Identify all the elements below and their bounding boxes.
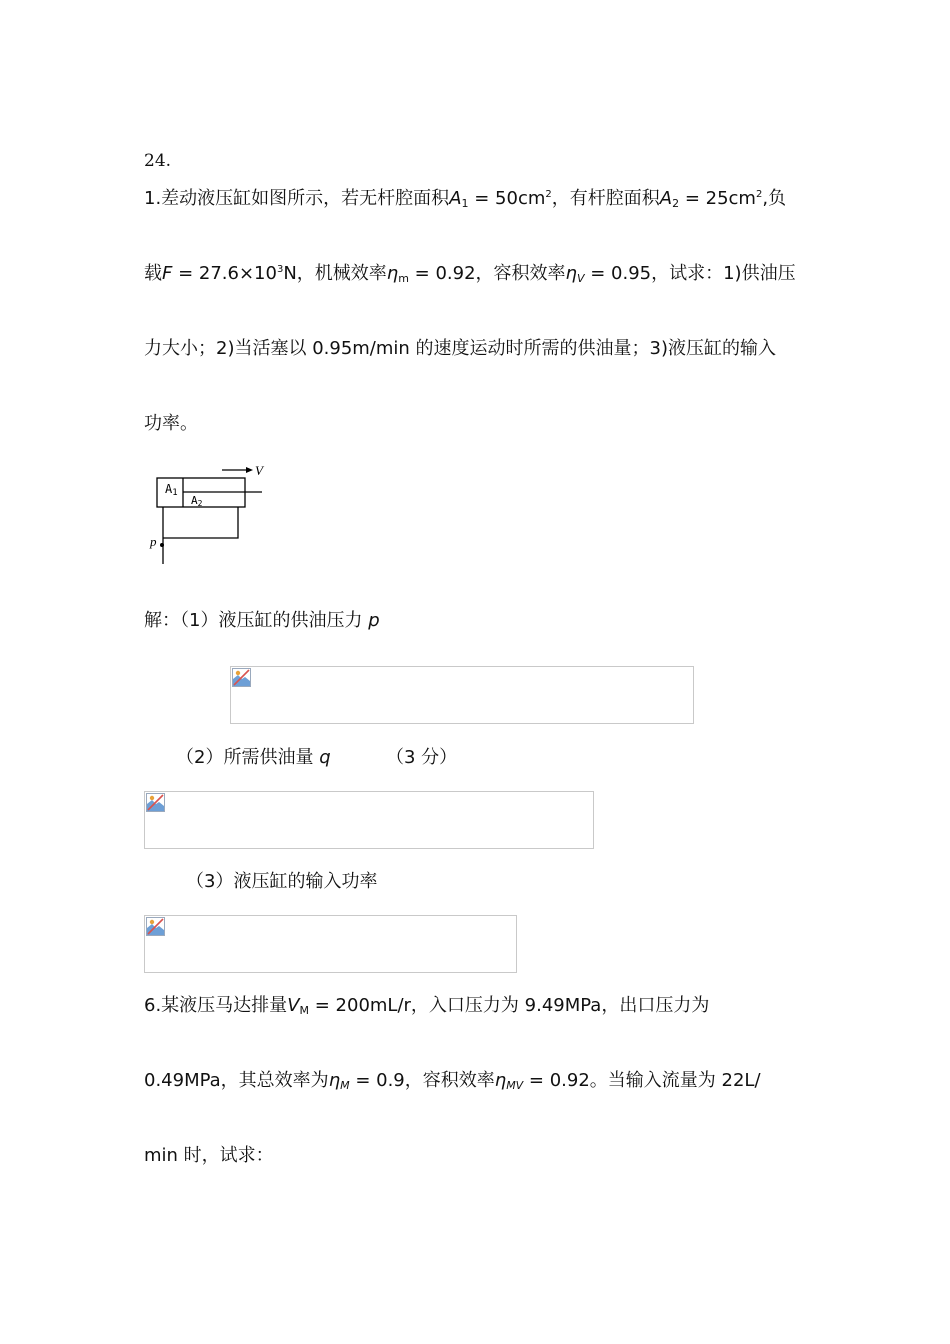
solution-1-formula-image bbox=[230, 666, 694, 724]
pressure-label: p bbox=[150, 534, 157, 549]
q6-line-3: min 时，试求： bbox=[144, 1145, 274, 1166]
area-a2-label: A2 bbox=[191, 494, 203, 508]
q6-line-2: 0.49MPa，其总效率为$\eta_M = 0.9$，容积效率$\eta_{MV} = 0.92$。当输入流量为 22L/ bbox=[144, 1070, 761, 1092]
solution-3-formula-image bbox=[144, 915, 517, 973]
broken-image-icon bbox=[232, 668, 251, 687]
broken-image-icon bbox=[146, 793, 165, 812]
solution-step-3: （3）液压缸的输入功率 bbox=[186, 871, 378, 892]
q1-line-1: 1.差动液压缸如图所示，若无杆腔面积$A_1 = 50cm^2$，有杆腔面积$A_2 = 25cm^2$,负 bbox=[144, 188, 787, 210]
q1-line-3: 力大小；2)当活塞以 0.95m/min 的速度运动时所需的供油量；3)液压缸的输入 bbox=[144, 338, 777, 359]
q6-line-1: 6.某液压马达排量$V_M = 200mL/r$，入口压力为 9.49MPa，出口压力为 bbox=[144, 995, 710, 1017]
area-a1-label: A1 bbox=[165, 482, 178, 498]
solution-step-1: 解：（1）液压缸的供油压力 p bbox=[144, 610, 380, 631]
solution-step-2-score: （3 分） bbox=[386, 747, 458, 768]
problem-number: 24. bbox=[144, 151, 172, 171]
solution-step-2: （2）所需供油量 q bbox=[176, 747, 331, 768]
velocity-arrowhead bbox=[246, 467, 253, 473]
q1-line-4: 功率。 bbox=[144, 413, 198, 434]
broken-image-icon bbox=[146, 917, 165, 936]
solution-2-formula-image bbox=[144, 791, 594, 849]
differential-cylinder-diagram bbox=[140, 458, 280, 570]
pipe-return bbox=[163, 507, 238, 538]
velocity-label: V bbox=[255, 463, 263, 478]
pressure-point bbox=[160, 543, 164, 547]
q1-line-2: 载$F = 27.6\times 10^3N$，机械效率$\eta_m = 0.92$，容积效率$\eta_V = 0.95$，试求：1)供油压 bbox=[144, 263, 796, 285]
